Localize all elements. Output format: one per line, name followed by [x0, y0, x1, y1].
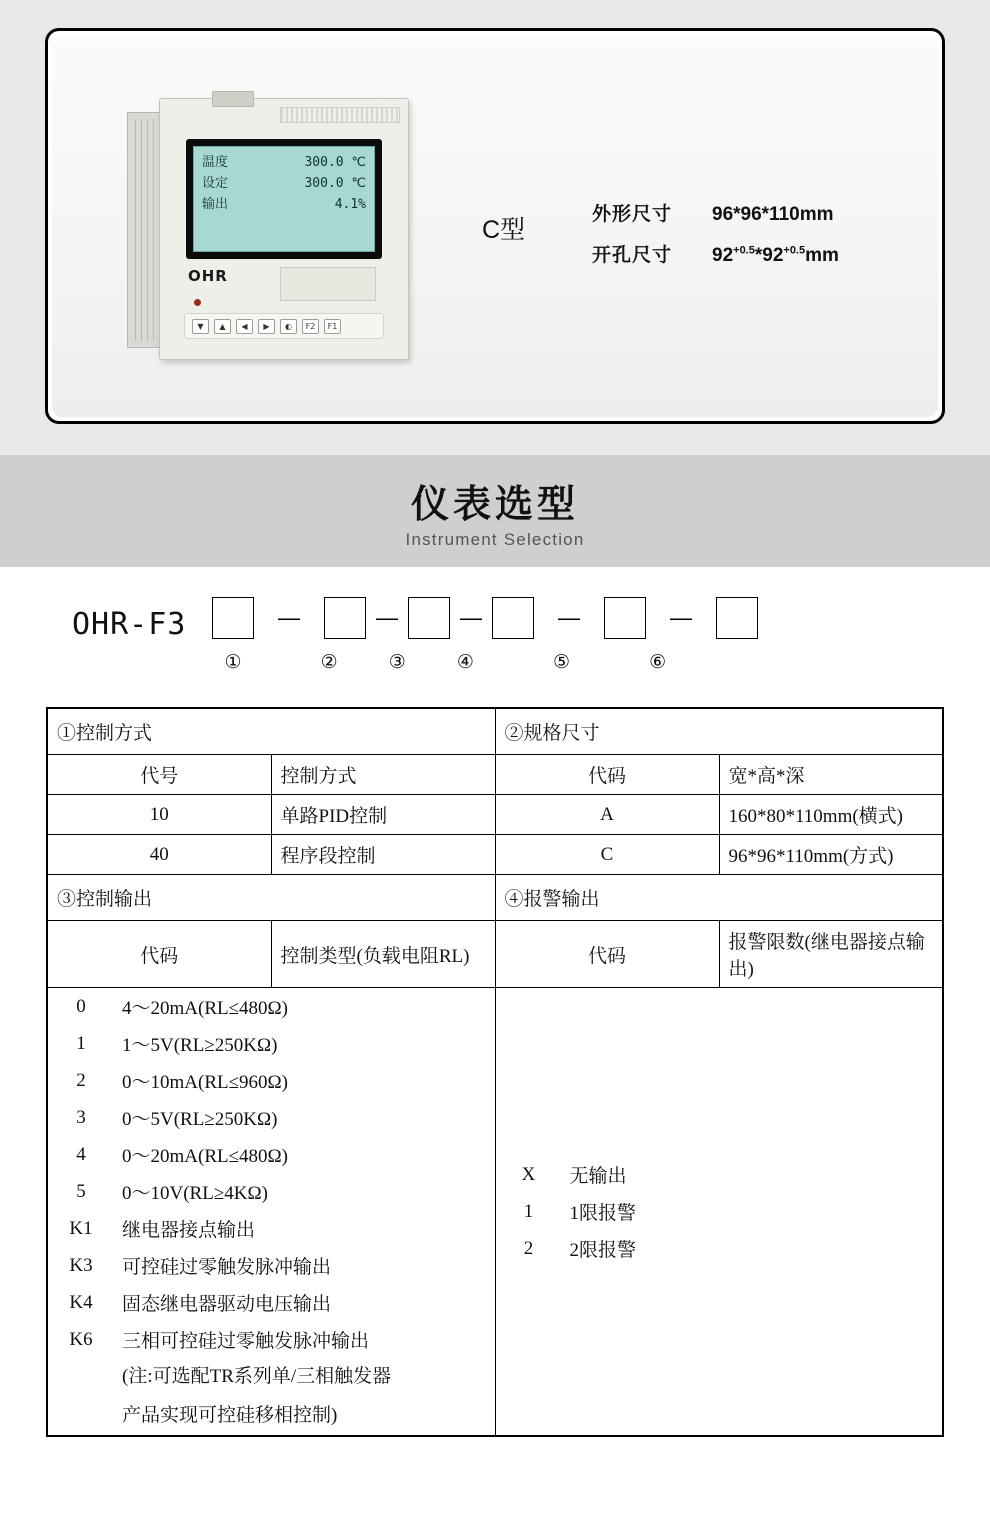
instrument-display-bezel — [186, 139, 382, 259]
group4-row2-code: 1 — [523, 1200, 534, 1222]
group3-row7-code: K1 — [69, 1217, 93, 1239]
list-item — [48, 1173, 495, 1210]
lcd-label-temperature: 温度 — [202, 155, 229, 170]
table-row — [47, 835, 943, 875]
list-item — [48, 1099, 495, 1136]
group1-row2-code: 40 — [47, 835, 271, 875]
code-separator-4: — — [558, 605, 580, 630]
code-separator-5: — — [670, 605, 692, 630]
spec-value-outer-dimensions: 96*96*110mm — [712, 204, 834, 225]
instrument-side-housing — [127, 112, 161, 348]
lcd-label-setpoint: 设定 — [202, 176, 229, 192]
spec-row-cutout — [592, 236, 839, 277]
instrument-front-panel — [159, 98, 409, 360]
specification-block — [592, 195, 839, 277]
list-item — [48, 1321, 495, 1358]
lcd-row — [202, 152, 366, 173]
marker-gap-1 — [254, 649, 308, 675]
instrument-top-clip — [212, 91, 254, 107]
code-box-4[interactable] — [492, 597, 534, 639]
group2-title: ②规格尺寸 — [495, 708, 943, 755]
list-item — [48, 1136, 495, 1173]
keypad-button-down: ▼ — [192, 319, 209, 334]
lcd-value-temperature: 300.0 ℃ — [304, 155, 366, 170]
instrument-blank-slot — [280, 267, 376, 301]
group4-rows-container — [495, 988, 943, 1437]
instrument-keypad — [184, 313, 384, 339]
list-item — [496, 1193, 943, 1230]
model-type-label: C型 — [482, 216, 526, 244]
spec-label-outer-dimensions: 外形尺寸 — [592, 204, 673, 225]
group3-row6-code: 5 — [76, 1180, 86, 1202]
code-separator-2: — — [376, 605, 398, 630]
group2-row1-code: A — [495, 795, 719, 835]
group3-title: ③控制输出 — [47, 875, 495, 921]
keypad-button-set: ◐ — [280, 319, 297, 334]
group3-row2-code: 1 — [76, 1032, 86, 1054]
model-code-markers — [212, 649, 679, 675]
group3-row8-desc: 可控硅过零触发脉冲输出 — [122, 1257, 332, 1278]
code-box-5[interactable] — [604, 597, 646, 639]
group1-row1-desc: 单路PID控制 — [271, 795, 495, 835]
spec-label-cutout-dimensions: 开孔尺寸 — [592, 244, 673, 266]
group3-row1-desc: 4～20mA(RL≤480Ω) — [122, 998, 288, 1019]
instrument-selection-table — [46, 707, 944, 1437]
model-code-area — [0, 567, 990, 707]
list-item — [48, 1025, 495, 1062]
group2-row1-desc: 160*80*110mm(横式) — [719, 795, 943, 835]
code-separator-1: — — [278, 605, 300, 630]
lcd-value-output: 4.1% — [334, 197, 366, 213]
group3-row2-desc: 1～5V(RL≥250KΩ) — [122, 1035, 278, 1056]
cutout-tolerance-2: +0.5 — [783, 244, 806, 257]
group3-row9-code: K4 — [69, 1291, 93, 1313]
spec-row-dimensions — [592, 195, 839, 236]
group1-row1-code: 10 — [47, 795, 271, 835]
code-marker-2: ② — [320, 651, 338, 673]
photo-card — [45, 28, 945, 424]
table-row-subheaders-1 — [47, 755, 943, 795]
list-item — [496, 1230, 943, 1267]
group3-row11-code — [48, 1358, 114, 1397]
group3-row10-code: K6 — [69, 1328, 93, 1350]
group3-row9-desc: 固态继电器驱动电压输出 — [122, 1294, 332, 1315]
group4-desc-header: 报警限数(继电器接点输出) — [719, 921, 943, 988]
group4-row1-code: X — [521, 1163, 536, 1185]
list-item — [496, 1156, 943, 1193]
group3-row12-code — [48, 1397, 114, 1436]
lcd-row — [202, 194, 366, 215]
lcd-label-output: 输出 — [202, 197, 229, 213]
keypad-button-f1: F1 — [324, 319, 341, 334]
table-row — [47, 795, 943, 835]
table-row-output-lists — [47, 988, 943, 1437]
section-header — [0, 455, 990, 567]
group3-row4-code: 3 — [76, 1106, 86, 1128]
brand-logo: OHR — [188, 267, 228, 285]
code-marker-3: ③ — [388, 651, 406, 673]
group3-row7-desc: 继电器接点输出 — [122, 1220, 256, 1241]
lcd-screen — [193, 146, 375, 252]
lcd-row — [202, 173, 366, 194]
code-box-6[interactable] — [716, 597, 758, 639]
list-item — [48, 1210, 495, 1247]
instrument-vent — [280, 107, 400, 123]
marker-gap-3 — [418, 649, 444, 675]
model-code-prefix: OHR-F3 — [72, 607, 187, 642]
group3-desc-header: 控制类型(负载电阻RL) — [271, 921, 495, 988]
group3-row11-desc: (注:可选配TR系列单/三相触发器 — [122, 1366, 392, 1387]
spec-value-cutout-dimensions: $92^{+0.5}*92^{+0.5}mm$ — [712, 244, 839, 266]
keypad-button-left: ◀ — [236, 319, 253, 334]
table-row-group-titles-1 — [47, 708, 943, 755]
lcd-value-setpoint: 300.0 ℃ — [304, 176, 366, 192]
code-marker-5: ⑤ — [552, 651, 571, 673]
group3-rows-container — [47, 988, 495, 1437]
group1-desc-header: 控制方式 — [271, 755, 495, 795]
group3-row12-desc: 产品实现可控硅移相控制) — [122, 1404, 338, 1426]
group4-row3-code: 2 — [523, 1237, 534, 1259]
group3-row5-code: 4 — [76, 1143, 86, 1165]
group3-row4-desc: 0～5V(RL≥250KΩ) — [122, 1109, 278, 1130]
section-title-english: Instrument Selection — [405, 529, 585, 549]
list-item — [48, 1284, 495, 1321]
group2-desc-header: 宽*高*深 — [719, 755, 943, 795]
photo-background — [52, 35, 938, 417]
group4-title: ④报警输出 — [495, 875, 943, 921]
group4-row1-desc: 无输出 — [569, 1166, 627, 1187]
group3-row10-desc: 三相可控硅过零触发脉冲输出 — [122, 1331, 370, 1352]
group4-rows — [496, 1156, 943, 1267]
marker-gap-2 — [350, 649, 376, 675]
group1-row2-desc: 程序段控制 — [271, 835, 495, 875]
cutout-tolerance-1: +0.5 — [733, 244, 755, 257]
keypad-button-f2: F2 — [302, 319, 319, 334]
group3-row5-desc: 0～20mA(RL≤480Ω) — [122, 1146, 288, 1167]
code-marker-6: ⑥ — [649, 651, 667, 673]
code-box-3[interactable] — [408, 597, 450, 639]
list-item — [48, 1062, 495, 1099]
list-item — [48, 988, 495, 1025]
code-separator-3: — — [460, 605, 482, 630]
code-box-2[interactable] — [324, 597, 366, 639]
list-item — [48, 1247, 495, 1284]
group3-row3-code: 2 — [76, 1069, 86, 1091]
list-item — [48, 1358, 495, 1397]
group1-title: ①控制方式 — [47, 708, 495, 755]
group4-row2-desc: 1限报警 — [569, 1203, 637, 1224]
status-led-icon — [194, 299, 201, 306]
group2-row2-code: C — [495, 835, 719, 875]
list-item — [48, 1397, 495, 1436]
group3-rows — [48, 988, 495, 1435]
group4-row3-desc: 2限报警 — [569, 1240, 637, 1261]
marker-gap-5 — [583, 649, 637, 675]
product-photo-banner — [0, 0, 990, 455]
group3-row1-code: 0 — [76, 995, 86, 1017]
section-title-chinese: 仪表选型 — [410, 483, 579, 526]
group3-row8-code: K3 — [69, 1254, 93, 1276]
instrument-illustration — [127, 80, 447, 370]
code-marker-4: ④ — [456, 651, 474, 673]
table-row-subheaders-2 — [47, 921, 943, 988]
keypad-button-up: ▲ — [214, 319, 231, 334]
marker-gap-4 — [486, 649, 540, 675]
model-code-boxes — [212, 597, 758, 639]
code-box-1[interactable] — [212, 597, 254, 639]
keypad-button-right: ▶ — [258, 319, 275, 334]
group3-row3-desc: 0～10mA(RL≤960Ω) — [122, 1072, 288, 1093]
group3-row6-desc: 0～10V(RL≥4KΩ) — [122, 1183, 268, 1204]
group1-code-header: 代号 — [47, 755, 271, 795]
code-marker-1: ① — [224, 651, 242, 673]
group3-code-header: 代码 — [47, 921, 271, 988]
group2-row2-desc: 96*96*110mm(方式) — [719, 835, 943, 875]
group4-code-header: 代码 — [495, 921, 719, 988]
table-row-group-titles-2 — [47, 875, 943, 921]
group2-code-header: 代码 — [495, 755, 719, 795]
